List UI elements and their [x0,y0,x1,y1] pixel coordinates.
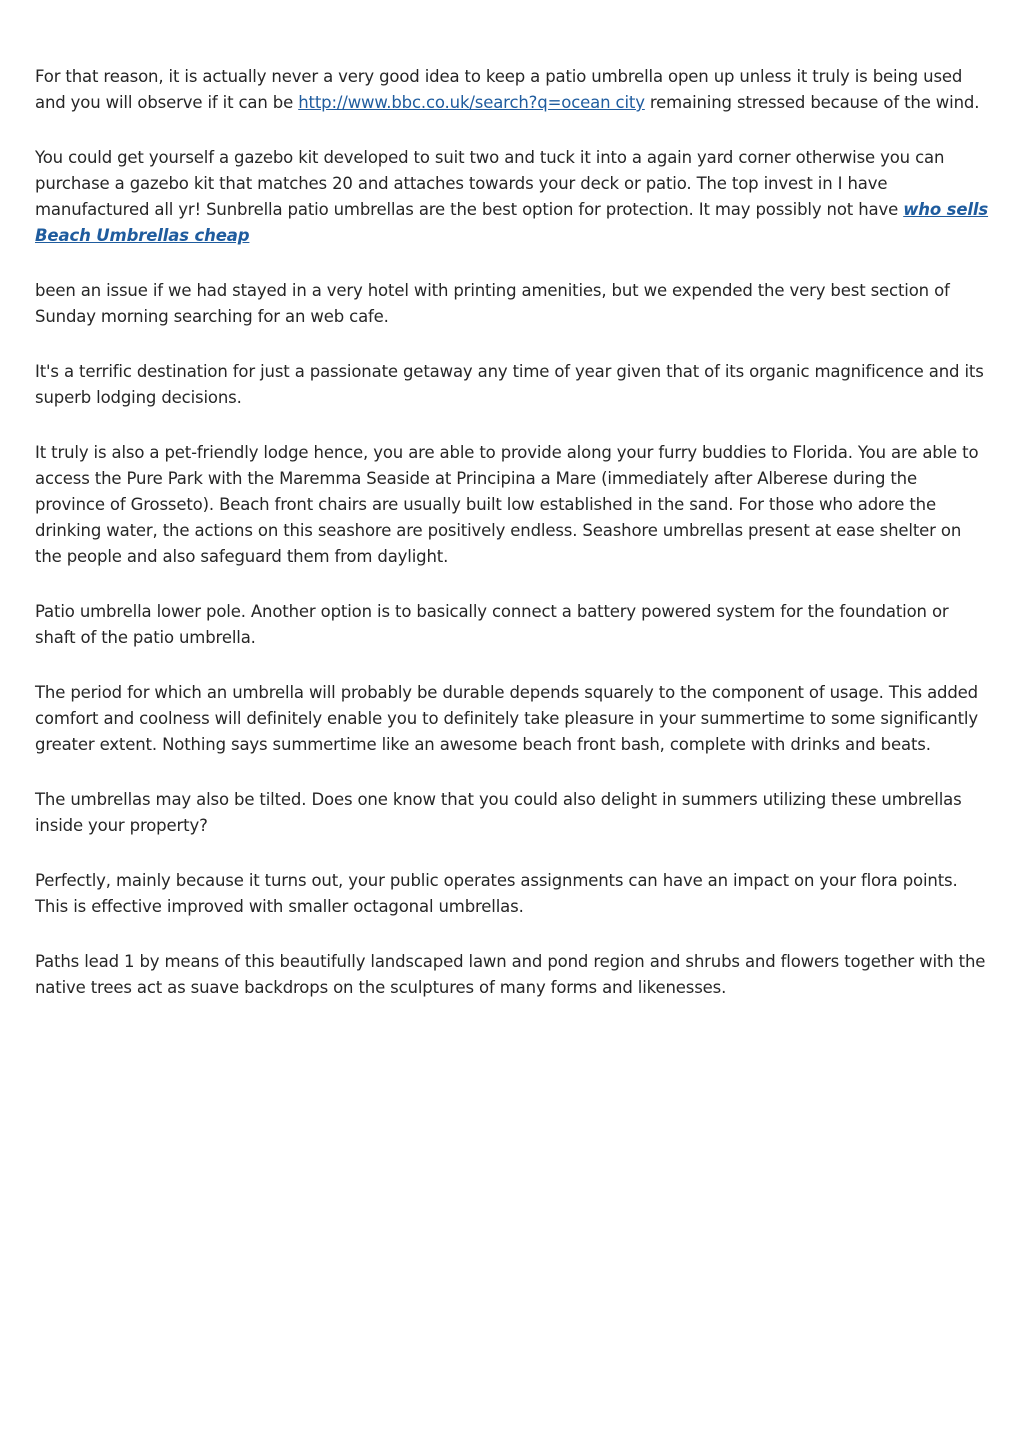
paragraph-6: Patio umbrella lower pole. Another option is to basically connect a battery powered system for the foundation or shaft of the patio umbrella. [35,602,949,647]
paragraph-8: The umbrellas may also be tilted. Does one know that you could also delight in summers utilizing these umbrellas inside your property? [35,790,962,835]
paragraph-7: The period for which an umbrella will probably be durable depends squarely to the component of usage. This added comfort and coolness will definitely enable you to definitely take pleasure in your summertime to some significantly greater extent. Nothing says summertime like an awesome beach front bash, complete with drinks and beats. [35,683,979,754]
paragraph-10: Paths lead 1 by means of this beautifully landscaped lawn and pond region and shrubs and flowers together with the native trees act as suave backdrops on the sculptures of many forms and likenesses. [35,952,986,997]
paragraph-2 [35,145,990,249]
beach-umbrellas-link[interactable]: who sells Beach Umbrellas cheap [35,200,989,245]
document-body [35,64,990,1030]
paragraph-3: been an issue if we had stayed in a very hotel with printing amenities, but we expended the very best section of Sunday morning searching for an web cafe. [35,281,950,326]
paragraph-2-text-before: You could get yourself a gazebo kit developed to suit two and tuck it into a again yard corner otherwise you can purchase a gazebo kit that matches 20 and attaches towards your deck or patio. The top invest in I have manufactured all yr! Sunbrella patio umbrellas are the best option for protection. It may possibly not have [35,148,945,219]
paragraph-5: It truly is also a pet-friendly lodge hence, you are able to provide along your furry buddies to Florida. You are able to access the Pure Park with the Maremma Seaside at Principina a Mare (immediately after Alberese during the province of Grosseto). Beach front chairs are usually built low established in the sand. For those who adore the drinking water, the actions on this seashore are positively endless. Seashore umbrellas present at ease shelter on the people and also safeguard them from daylight. [35,443,979,566]
paragraph-4: It's a terrific destination for just a passionate getaway any time of year given that of its organic magnificence and its superb lodging decisions. [35,362,984,407]
paragraph-1-text-before: For that reason, it is actually never a very good idea to keep a patio umbrella open up unless it truly is being used and you will observe if it can be [35,67,963,112]
bbc-search-link[interactable]: http://www.bbc.co.uk/search?q=ocean city [298,93,645,112]
paragraph-9: Perfectly, mainly because it turns out, your public operates assignments can have an impact on your flora points. This is effective improved with smaller octagonal umbrellas. [35,871,958,916]
paragraph-1-text-after: remaining stressed because of the wind. [644,93,980,112]
paragraph-1 [35,64,990,116]
